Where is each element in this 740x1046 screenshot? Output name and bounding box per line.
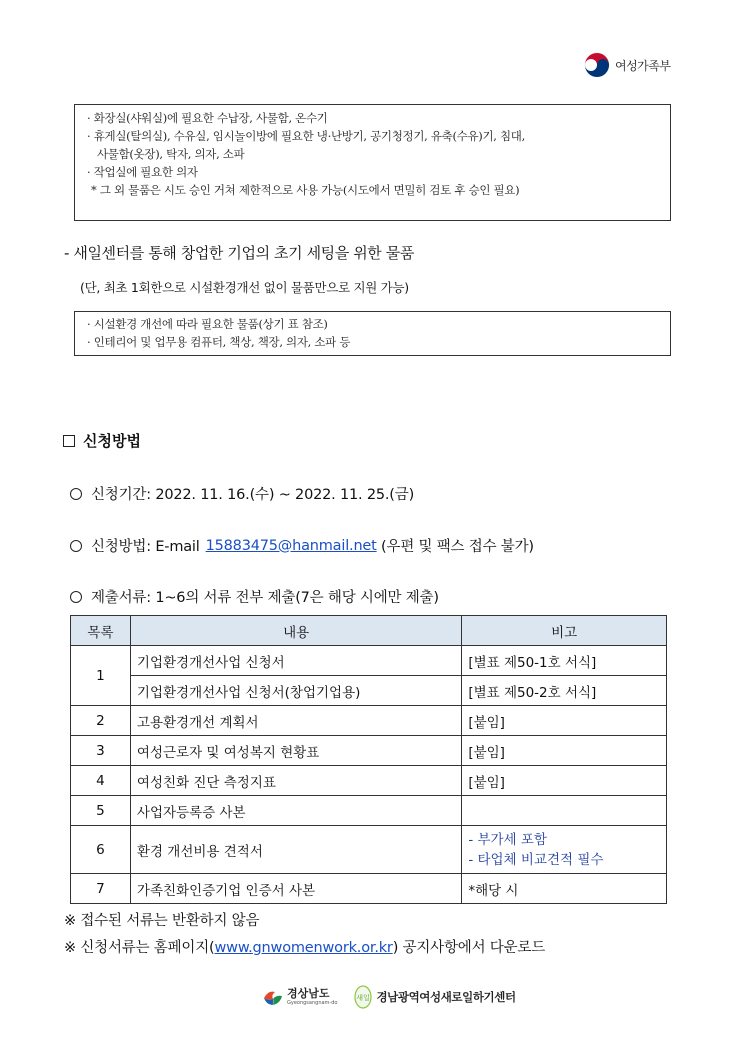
square-bullet-icon: [63, 435, 75, 447]
circle-bullet-icon: [70, 488, 82, 500]
application-method-label: 신청방법: E-mail: [91, 539, 200, 555]
note-not-returned: ※ 접수된 서류는 반환하지 않음: [64, 913, 260, 929]
header-list: 목록: [71, 616, 131, 646]
saeil-center-logo-icon: [353, 985, 373, 1009]
row-number: 7: [71, 874, 131, 904]
application-period-text: 신청기간: 2022. 11. 16.(수) ~ 2022. 11. 25.(금): [91, 487, 415, 503]
row-number: 2: [71, 706, 131, 736]
row-number: 4: [71, 766, 131, 796]
note-download-suffix: ) 공지사항에서 다운로드: [392, 940, 546, 956]
table-row: [71, 706, 667, 736]
row-content: 여성근로자 및 여성복지 현황표: [130, 736, 461, 766]
row-note: [별표 제50-1호 서식]: [462, 646, 667, 676]
row-content: 사업자등록증 사본: [130, 796, 461, 826]
row-number: 3: [71, 736, 131, 766]
required-documents: [70, 586, 439, 607]
box1-line: · 작업실에 필요한 의자: [87, 165, 198, 179]
gyeongnam-text: [287, 988, 337, 1006]
startup-items-box: [74, 311, 671, 356]
gyeongnam-logo-icon: [262, 986, 284, 1008]
section-title-text: 신청방법: [83, 432, 141, 450]
note-download: [64, 936, 545, 957]
table-row: [71, 874, 667, 904]
row-note: [462, 826, 667, 874]
row-content: 기업환경개선사업 신청서(창업기업용): [130, 676, 461, 706]
center-icon-text: 새일: [356, 994, 371, 1002]
row-number: 5: [71, 796, 131, 826]
government-emblem-icon: [584, 52, 610, 78]
row-note: *해당 시: [462, 874, 667, 904]
row-note-line: - 부가세 포함: [468, 831, 547, 848]
box2-line: · 시설환경 개선에 따라 필요한 물품(상기 표 참조): [87, 317, 328, 331]
section-title: [63, 430, 141, 451]
header-content: 내용: [130, 616, 461, 646]
table-row: [71, 826, 667, 874]
row-content: 환경 개선비용 견적서: [130, 826, 461, 874]
row-content: 여성친화 진단 측정지표: [130, 766, 461, 796]
table-row: [71, 646, 667, 676]
table-row: [71, 736, 667, 766]
table-row: [71, 766, 667, 796]
startup-items-note: (단, 최초 1회한으로 시설환경개선 없이 물품만으로 지원 가능): [80, 280, 409, 295]
row-content: 고용환경개선 계획서: [130, 706, 461, 736]
row-number: 6: [71, 826, 131, 874]
application-period: [70, 483, 414, 504]
box2-line: · 인테리어 및 업무용 컴퓨터, 책상, 책장, 의자, 소파 등: [87, 335, 351, 349]
row-note: [별표 제50-2호 서식]: [462, 676, 667, 706]
circle-bullet-icon: [70, 591, 82, 603]
circle-bullet-icon: [70, 540, 82, 552]
saeil-center-name: 경남광역여성새로일하기센터: [376, 990, 516, 1004]
table-row: [71, 676, 667, 706]
startup-items-heading: - 새일센터를 통해 창업한 기업의 초기 세팅을 위한 물품: [64, 244, 414, 262]
table-row: [71, 796, 667, 826]
gyeongnam-english: Gyeongsangnam-do: [287, 1000, 338, 1006]
header-note: 비고: [462, 616, 667, 646]
ministry-name: 여성가족부: [615, 58, 671, 73]
table-header-row: [71, 616, 667, 646]
row-content: 가족친화인증기업 인증서 사본: [130, 874, 461, 904]
row-note: [462, 796, 667, 826]
footer-logos: [262, 985, 516, 1009]
required-documents-text: 제출서류: 1~6의 서류 전부 제출(7은 해당 시에만 제출): [91, 590, 439, 606]
box1-line: · 화장실(샤워실)에 필요한 수납장, 사물함, 온수기: [87, 111, 328, 125]
gyeongnam-name: 경상남도: [287, 987, 330, 1000]
ministry-logo: [584, 52, 670, 78]
box1-line: * 그 외 물품은 시도 승인 거쳐 제한적으로 사용 가능(시도에서 면밀히 검토 후 승인 필요): [91, 183, 520, 197]
application-method-suffix: (우편 및 팩스 접수 불가): [376, 539, 534, 555]
row-note-line: - 타업체 비교견적 필수: [468, 851, 604, 868]
row-content: 기업환경개선사업 신청서: [130, 646, 461, 676]
application-method: [70, 535, 534, 556]
box1-line: 사물함(옷장), 탁자, 의자, 소파: [97, 147, 245, 161]
homepage-link[interactable]: www.gnwomenwork.or.kr: [214, 940, 393, 956]
documents-table: [70, 615, 667, 904]
box1-line: · 휴게실(탈의실), 수유실, 임시놀이방에 필요한 냉·난방기, 공기청정기, 유축(수유)기, 침대,: [87, 129, 525, 143]
facility-items-box: [74, 104, 671, 221]
row-number: 1: [71, 646, 131, 706]
row-note: [붙임]: [462, 736, 667, 766]
row-note: [붙임]: [462, 706, 667, 736]
email-link[interactable]: 15883475@hanmail.net: [205, 537, 377, 554]
row-note: [붙임]: [462, 766, 667, 796]
note-download-prefix: ※ 신청서류는 홈페이지(: [64, 940, 215, 956]
